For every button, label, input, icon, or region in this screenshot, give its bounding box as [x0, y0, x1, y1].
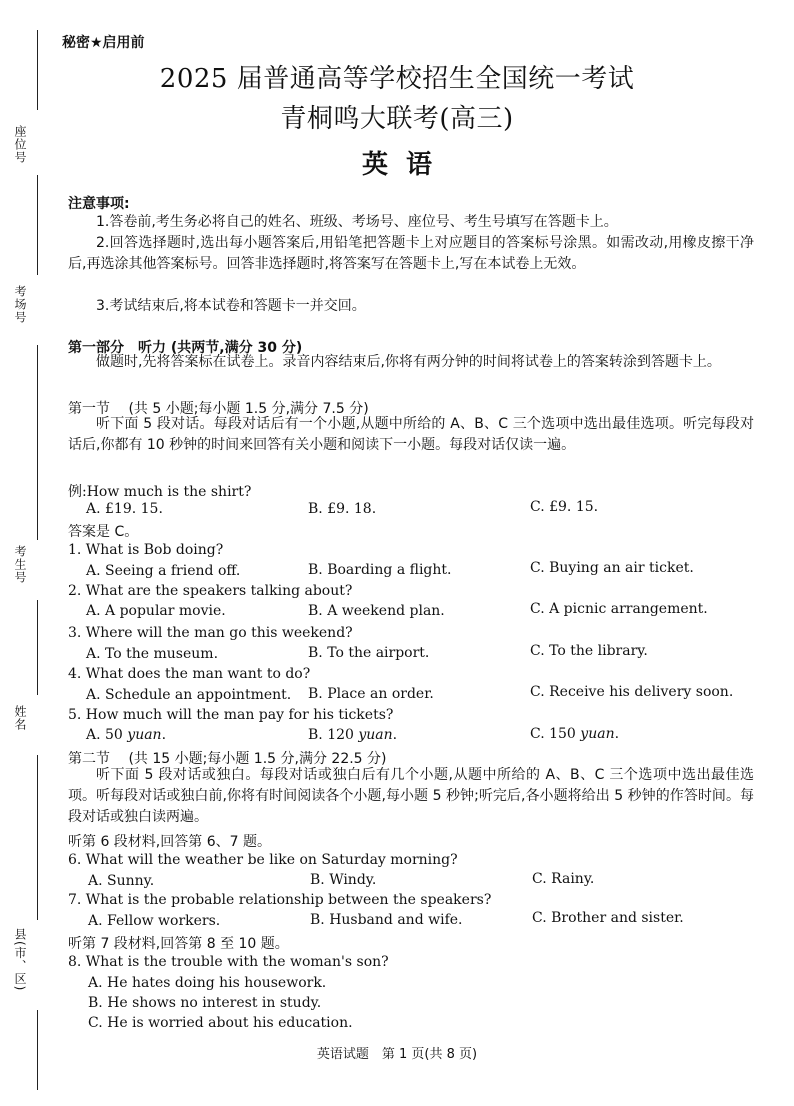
q5-c-unit: yuan	[580, 726, 615, 742]
binding-line-3	[37, 600, 38, 695]
exam-title: 2025 届普通高等学校招生全国统一考试	[159, 64, 635, 94]
notice-item-2: 2.回答选择题时,选出每小题答案后,用铅笔把答题卡上对应题目的答案标号涂黑。如需改动,用橡皮擦干净后,再选涂其他答案标号。回答非选择题时,将答案写在答题卡上,写在本试卷上无效。	[68, 235, 754, 272]
notice-title: 注意事项:	[68, 196, 130, 212]
q5-b-end: .	[392, 727, 398, 743]
q3-option-b: B. To the airport.	[308, 645, 430, 661]
q4-option-b: B. Place an order.	[308, 686, 434, 702]
q7-option-b: B. Husband and wife.	[310, 912, 463, 928]
q5-c-amount: C. 150	[530, 726, 581, 742]
question-2: 2. What are the speakers talking about?	[68, 583, 353, 599]
question-7: 7. What is the probable relationship between the speakers?	[68, 892, 492, 908]
q5-option-b	[308, 727, 397, 743]
q2-option-c: C. A picnic arrangement.	[530, 601, 708, 617]
q5-option-a	[86, 727, 166, 743]
binding-line-1	[37, 175, 38, 275]
part1-title: 第一部分 听力 (共两节,满分 30 分)	[68, 340, 303, 356]
section1-intro: 听下面 5 段对话。每段对话后有一个小题,从题中所给的 A、B、C 三个选项中选出最佳选项。听完每段对话后,你都有 10 秒钟的时间来回答有关小题和阅读下一小题。每段对话仅读一遍。	[68, 416, 754, 453]
q4-option-c: C. Receive his delivery soon.	[530, 684, 734, 700]
q5-a-unit: yuan	[127, 727, 162, 743]
q5-c-end: .	[614, 726, 620, 742]
example-option-b: B. £9. 18.	[308, 501, 377, 517]
material-7-instruction: 听第 7 段材料,回答第 8 至 10 题。	[68, 936, 289, 952]
section1-title: 第一节 (共 5 小题;每小题 1.5 分,满分 7.5 分)	[68, 401, 369, 417]
q4-option-a: A. Schedule an appointment.	[86, 687, 292, 703]
q8-option-a: A. He hates doing his housework.	[88, 975, 327, 991]
q3-option-a: A. To the museum.	[86, 646, 219, 662]
binding-line-2	[37, 345, 38, 540]
q7-option-c: C. Brother and sister.	[532, 910, 684, 926]
binding-line-4	[37, 755, 38, 920]
q5-b-amount: B. 120	[308, 727, 359, 743]
county-label: 县(市、区)	[13, 928, 27, 992]
candidate-number-label: 考生号	[13, 545, 27, 584]
example-question: 例:How much is the shirt?	[68, 484, 252, 500]
q1-option-c: C. Buying an air ticket.	[530, 560, 694, 576]
q8-option-b: B. He shows no interest in study.	[88, 995, 322, 1011]
q3-option-c: C. To the library.	[530, 643, 648, 659]
part1-intro: 做题时,先将答案标在试卷上。录音内容结束后,你将有两分钟的时间将试卷上的答案转涂到答题卡上。	[96, 354, 721, 370]
subject-title: 英语	[361, 150, 450, 180]
q8-option-c: C. He is worried about his education.	[88, 1015, 353, 1031]
q5-a-end: .	[161, 727, 167, 743]
exam-subtitle: 青桐鸣大联考(高三)	[280, 104, 514, 134]
section2-title: 第二节 (共 15 小题;每小题 1.5 分,满分 22.5 分)	[68, 751, 387, 767]
question-8: 8. What is the trouble with the woman's son?	[68, 954, 389, 970]
notice-item-1: 1.答卷前,考生务必将自己的姓名、班级、考场号、座位号、考生号填写在答题卡上。	[96, 214, 618, 230]
name-label: 姓名	[13, 705, 27, 731]
q1-option-a: A. Seeing a friend off.	[86, 563, 241, 579]
example-answer: 答案是 C。	[68, 524, 139, 540]
q2-option-b: B. A weekend plan.	[308, 603, 445, 619]
q2-option-a: A. A popular movie.	[86, 603, 226, 619]
page-footer: 英语试题 第 1 页(共 8 页)	[316, 1047, 478, 1062]
q7-option-a: A. Fellow workers.	[88, 913, 221, 929]
q1-option-b: B. Boarding a flight.	[308, 562, 452, 578]
question-6: 6. What will the weather be like on Saturday morning?	[68, 852, 458, 868]
question-4: 4. What does the man want to do?	[68, 666, 311, 682]
section2-intro: 听下面 5 段对话或独白。每段对话或独白后有几个小题,从题中所给的 A、B、C 三个选项中选出最佳选项。听每段对话或独白前,你将有时间阅读各个小题,每小题 5 秒钟;听完后,各小题将给出 5 秒钟的作答时间。每段对话或独白读两遍。	[68, 767, 754, 825]
question-3: 3. Where will the man go this weekend?	[68, 625, 353, 641]
question-5: 5. How much will the man pay for his tickets?	[68, 707, 394, 723]
q6-option-a: A. Sunny.	[88, 873, 155, 889]
seat-number-label: 座位号	[13, 125, 27, 164]
question-1: 1. What is Bob doing?	[68, 542, 224, 558]
confidential-mark: 秘密★启用前	[62, 35, 145, 51]
example-option-c: C. £9. 15.	[530, 499, 599, 515]
example-option-a: A. £19. 15.	[86, 501, 163, 517]
notice-item-3: 3.考试结束后,将本试卷和答题卡一并交回。	[96, 298, 366, 314]
q5-option-c	[530, 726, 619, 742]
q6-option-c: C. Rainy.	[532, 871, 595, 887]
material-6-instruction: 听第 6 段材料,回答第 6、7 题。	[68, 834, 271, 850]
q5-b-unit: yuan	[358, 727, 393, 743]
exam-room-label: 考场号	[13, 285, 27, 324]
q6-option-b: B. Windy.	[310, 872, 377, 888]
q5-a-amount: A. 50	[86, 727, 128, 743]
